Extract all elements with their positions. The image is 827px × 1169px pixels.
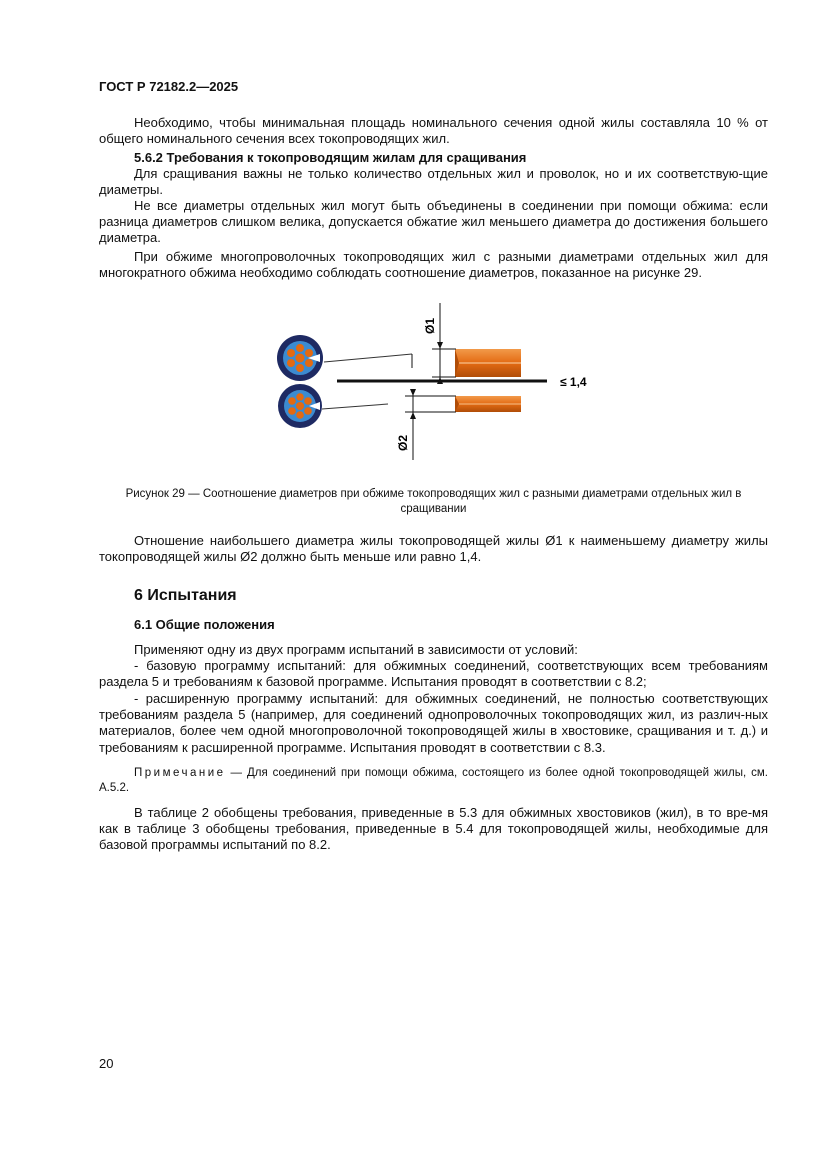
paragraph-diameter-difference: Не все диаметры отдельных жил могут быть объединены в соединении при помощи обжима: если разница диаметров слишком велика, допускается обжатие жил меньшего диаметра до достижения большего диаметра. bbox=[99, 198, 768, 246]
dimension-d2 bbox=[396, 354, 456, 460]
cable-cross-section-large bbox=[277, 335, 323, 381]
note-text: — Для соединений при помощи обжима, состоящего из более одной токопроводящей жилы, см. А.5.2. bbox=[99, 767, 768, 794]
section-6-1-title: 6.1 Общие положения bbox=[134, 617, 275, 632]
list-item-extended-program: - расширенную программу испытаний: для обжимных соединений, не полностью соответствующих требованиям раздела 5 (например, для соединений однопроволочных токопроводящих жил, из различ-ных материалов, более чем одной многопроволочной токопроводящей жилы в хвостовике, сращивания и т. д.) и требованиям к расширенной программе. Испытания проводят в соответствии с 8.3. bbox=[99, 691, 768, 755]
figure-29-diagram bbox=[260, 298, 600, 468]
section-6-title: 6 Испытания bbox=[134, 587, 237, 604]
label-d1: Ø1 bbox=[423, 317, 437, 334]
note bbox=[99, 766, 768, 796]
leader-line-lower bbox=[322, 404, 388, 409]
leader-line-upper bbox=[324, 354, 412, 362]
paragraph-test-programs-intro: Применяют одну из двух программ испытаний в зависимости от условий: bbox=[134, 642, 578, 657]
paragraph-ratio-requirement: Отношение наибольшего диаметра жилы токопроводящей жилы Ø1 к наименьшему диаметру жилы токопроводящей жилы Ø2 должно быть меньше или равно 1,4. bbox=[99, 533, 768, 565]
paragraph-tables-summary: В таблице 2 обобщены требования, приведенные в 5.3 для обжимных хвостовиков (жил), в то вре-мя как в таблице 3 обобщены требования, приведенные в 5.4 для токопроводящей жилы, необходимые для базовой программы испытаний по 8.2. bbox=[99, 805, 768, 853]
cable-cross-section-small bbox=[278, 384, 322, 428]
list-item-basic-program: - базовую программу испытаний: для обжимных соединений, соответствующих всем требованиям раздела 5 и требованиям к базовой программе. Испытания проводят в соответствии с 8.2; bbox=[99, 658, 768, 690]
section-5-6-2-title: 5.6.2 Требования к токопроводящим жилам для сращивания bbox=[134, 150, 527, 165]
conductor-small bbox=[455, 396, 521, 412]
label-d2: Ø2 bbox=[396, 434, 410, 451]
figure-29-caption: Рисунок 29 — Соотношение диаметров при обжиме токопроводящих жил с разными диаметрами отдельных жил в сращивании bbox=[125, 488, 742, 515]
label-ratio: ≤ 1,4 bbox=[560, 375, 587, 389]
dimension-d1 bbox=[423, 303, 456, 384]
paragraph-diameter-ratio-ref: При обжиме многопроволочных токопроводящих жил с разными диаметрами отдельных жил для многократного обжима необходимо соблюдать соотношение диаметров, показанное на рисунке 29. bbox=[99, 249, 768, 281]
note-label: Примечание bbox=[134, 767, 226, 779]
paragraph-splicing-importance: Для сращивания важны не только количество отдельных жил и проволок, но и их соответствую-щие диаметры. bbox=[99, 166, 768, 198]
document-header: ГОСТ Р 72182.2—2025 bbox=[99, 79, 239, 94]
paragraph-min-cross-section: Необходимо, чтобы минимальная площадь номинального сечения одной жилы составляла 10 % от общего номинального сечения всех токопроводящих жил. bbox=[99, 115, 768, 147]
page-number: 20 bbox=[99, 1056, 114, 1071]
conductor-large bbox=[455, 349, 521, 377]
